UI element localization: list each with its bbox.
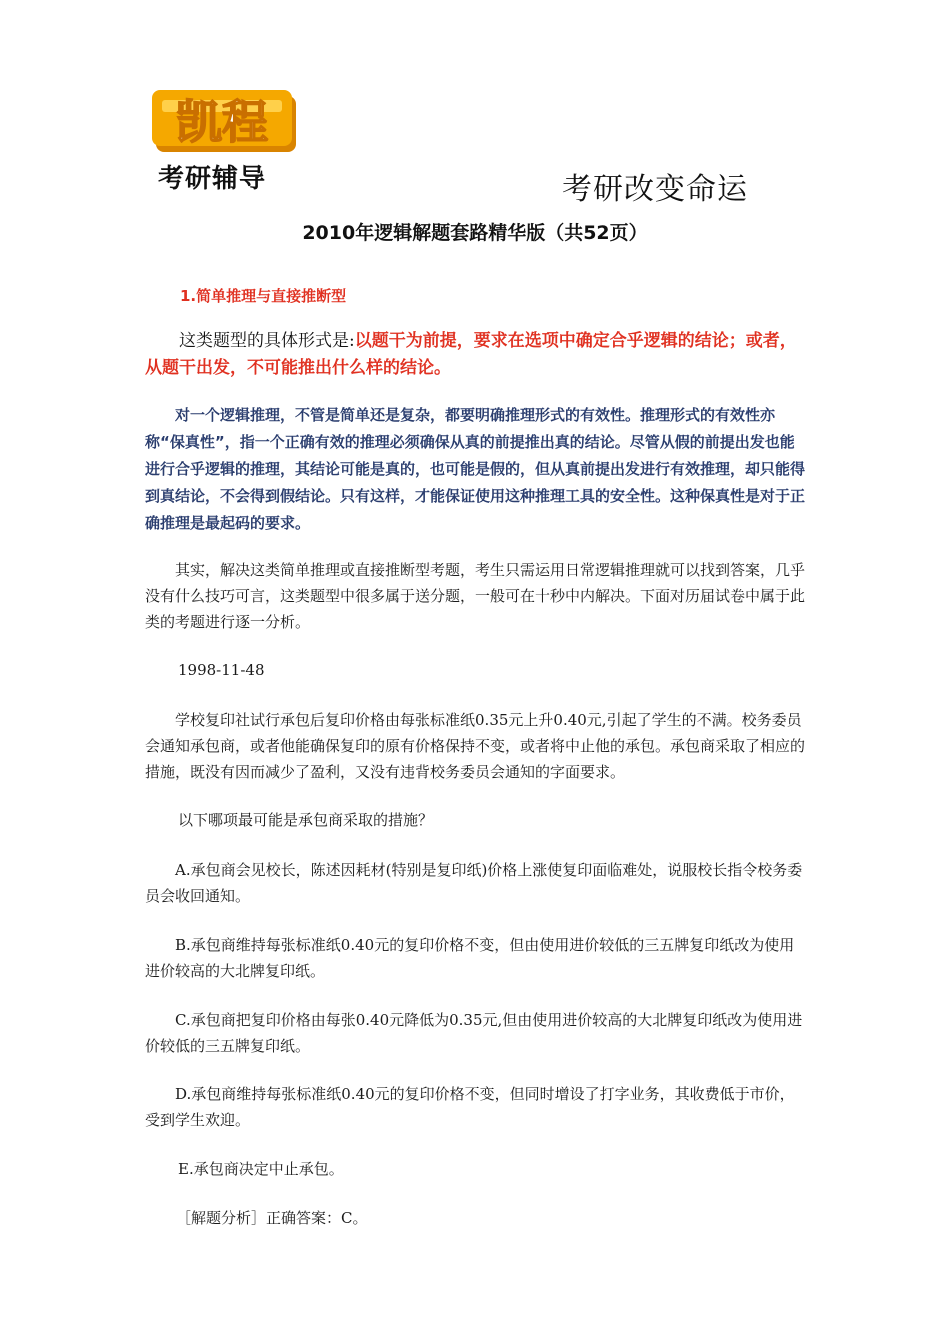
document-title: 2010年逻辑解题套路精华版（共52页） [302, 222, 648, 244]
intro-plain-text: 这类题型的具体形式是: [179, 331, 355, 351]
answer-analysis: ［解题分析］正确答案：C。 [176, 1209, 368, 1227]
explanation-paragraph: 其实，解决这类简单推理或直接推断型考题，考生只需运用日常逻辑推理就可以找到答案，几乎没有什么技巧可言，这类题型中很多属于送分题，一般可在十秒中内解决。下面对历届试卷中属于此类的考题进行逐一分析。 [145, 561, 806, 631]
option-d: D.承包商维持每张标准纸0.40元的复印价格不变，但同时增设了打字业务，其收费低于市价，受到学生欢迎。 [145, 1085, 795, 1129]
option-c: C.承包商把复印价格由每张0.40元降低为0.35元,但由使用进价较高的大北牌复印纸改为使用进价较低的三五牌复印纸。 [145, 1011, 803, 1055]
question-stem: 学校复印社试行承包后复印价格由每张标准纸0.35元上升0.40元,引起了学生的不满。校务委员会通知承包商，或者他能确保复印的原有价格保持不变，或者将中止他的承包。承包商采取了相应的措施，既没有因而减少了盈利，又没有违背校务委员会通知的字面要求。 [145, 711, 806, 781]
logo-subtitle: 考研辅导 [158, 164, 267, 194]
question-prompt: 以下哪项最可能是承包商采取的措施？ [178, 811, 434, 829]
intro-paragraph [145, 328, 809, 382]
option-a: A.承包商会见校长，陈述因耗材(特别是复印纸)价格上涨使复印面临难处，说服校长指令校务委员会收回通知。 [145, 861, 803, 905]
intro-highlight-text: 以题干为前提，要求在选项中确定合乎逻辑的结论；或者，从题干出发，不可能推出什么样的结论。 [145, 331, 797, 378]
validity-paragraph: 对一个逻辑推理，不管是简单还是复杂，都要明确推理形式的有效性。推理形式的有效性亦称“保真性”，指一个正确有效的推理必须确保从真的前提推出真的结论。尽管从假的前提出发也能进行合乎逻辑的推理，其结论可能是真的，也可能是假的，但从真前提出发进行有效推理，却只能得到真结论，不会得到假结论。只有这样，才能保证使用这种推理工具的安全性。这种保真性是对于正确推理是最起码的要求。 [145, 406, 806, 532]
logo-mark: 凯程 [176, 95, 268, 149]
section-heading: 1.简单推理与直接推断型 [180, 287, 347, 305]
slogan: 考研改变命运 [562, 172, 748, 207]
option-b: B.承包商维持每张标准纸0.40元的复印价格不变，但由使用进价较低的三五牌复印纸改为使用进价较高的大北牌复印纸。 [145, 936, 795, 980]
question-id: 1998-11-48 [178, 661, 265, 679]
logo-mark-graphic [150, 78, 300, 158]
option-e: E.承包商决定中止承包。 [178, 1160, 344, 1178]
